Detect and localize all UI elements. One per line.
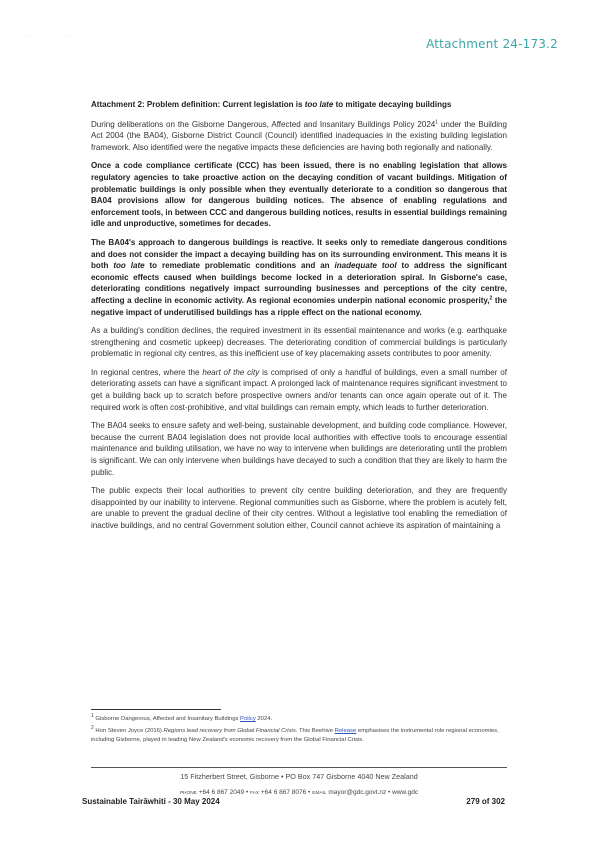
paragraph-6: The BA04 seeks to ensure safety and well-being, sustainable development, and building code compliance. However, because the current BA04 legislation does not provide local authorities with effective tools to encourage essential maintenance and building utilisation, we have no way to intervene when buildings are deteriorating until the problem is significant. We can only intervene when buildings have decayed to such a condition that they are likely to harm the public. (91, 421, 507, 477)
footnotes (91, 715, 509, 748)
paragraph-4: As a building's condition declines, the required investment in its essential maintenance and works (e.g. earthquake strengthening and cosmetic upkeep) decreases. The deteriorating condition of commercial buildings is particularly problematic in regional city centres, as this inefficient use of key placemaking assets contributes to poor amenity. (91, 326, 507, 359)
website-link[interactable]: www.gdc (392, 789, 419, 796)
footnote-ref-2[interactable]: 2 (489, 295, 493, 302)
paragraph-3: The BA04's approach to dangerous buildings is reactive. It seeks only to remediate dangerous conditions and does not consider the impact a decaying building has on its surrounding environment. This means it is both too late to remediate problematic conditions and an inadequate tool to address the significant economic effects caused when buildings become locked in a deterioration spiral. In Gisborne's case, deteriorating conditions negatively impact surrounding businesses and perceptions of the city centre, affecting a decline in economic activity. As regional economies underpin national economic prosperity,$^2$ the negative impact of underutilised buildings has a ripple effect on the national economy. (91, 237, 507, 317)
footnote-1: $^1$ Gisborne Dangerous, Affected and Insanitary Buildings Policy 2024. (91, 713, 273, 722)
page-number: 279 of 302 (466, 797, 505, 806)
footnote-2: $^2$ Hon Steven Joyce (2016) Regions lead recovery from Global Financial Crisis. This Beehive Release emphasises the instrumental role regional economies, including Gisborne, played in leading New Zealand's economic recovery from the Global Financial Crisis. (91, 724, 499, 743)
paragraph-7: The public expects their local authorities to prevent city centre building deterioration, and they are frequently disappointed by our inability to intervene. Regional communities such as Gisborne, where the problem is acutely felt, are unable to prevent the gradual decline of their city centres. Without a legislative tool enabling the remediation of inactive buildings, and no central Government solution either, Council cannot achieve its aspiration of maintaining a (91, 486, 507, 530)
footer-contact: PHONE +64 6 867 2049 • FAX +64 6 867 8076 • EMAIL mayor@gdc.govt.nz • www.gdc (179, 789, 419, 796)
footnote-divider (91, 709, 221, 710)
footnote-ref-1[interactable]: 1 (435, 118, 439, 125)
paragraph-2: Once a code compliance certificate (CCC) has been issued, there is no enabling legislation that allows regulatory agencies to take proactive action on the decaying condition of vacant buildings. Mitigation of problematic buildings is only possible when they eventually deteriorate to a condition so dangerous that BA04 provisions allow for dangerous building notices. The absence of enabling regulations and enforcement tools, in between CCC and dangerous building notices, results in essential buildings remaining idle and unproductive, sometimes for decades. (91, 161, 507, 229)
policy-link[interactable]: Policy (240, 716, 256, 722)
footer-meeting-label: Sustainable Tairāwhiti - 30 May 2024 (82, 797, 220, 806)
page-heading: Attachment 2: Problem definition: Current legislation is too late to mitigate decaying buildings (91, 100, 452, 109)
email-link[interactable]: mayor@gdc.govt.nz (328, 789, 387, 796)
footer-address: 15 Fitzherbert Street, Gisborne • PO Box 747 Gisborne 4040 New Zealand (180, 772, 418, 781)
scan-marks: · · (26, 34, 86, 40)
release-link[interactable]: Release (334, 727, 357, 734)
footer-divider (91, 767, 507, 768)
attachment-tag: Attachment 24-173.2 (426, 37, 558, 51)
paragraph-1: During deliberations on the Gisborne Dangerous, Affected and Insanitary Buildings Policy 2024$^1$ under the Building Act 2004 (the BA04), Gisborne District Council (Council) identified inadequacies in the existing building legislation framework. Also identified were the negative impacts these deficiencies are having both regionally and nationally. (91, 118, 507, 152)
paragraph-5: In regional centres, where the heart of the city is comprised of only a handful of buildings, even a small number of deteriorating assets can have a significant impact. A prolonged lack of maintenance requires significant investment to get a building back up to scratch before prospective owners and/or tenants can once again operate out of it. The required work is often cost-prohibitive, and vital buildings can remain empty, which leads to further deterioration. (91, 367, 507, 412)
document-body (91, 99, 507, 539)
